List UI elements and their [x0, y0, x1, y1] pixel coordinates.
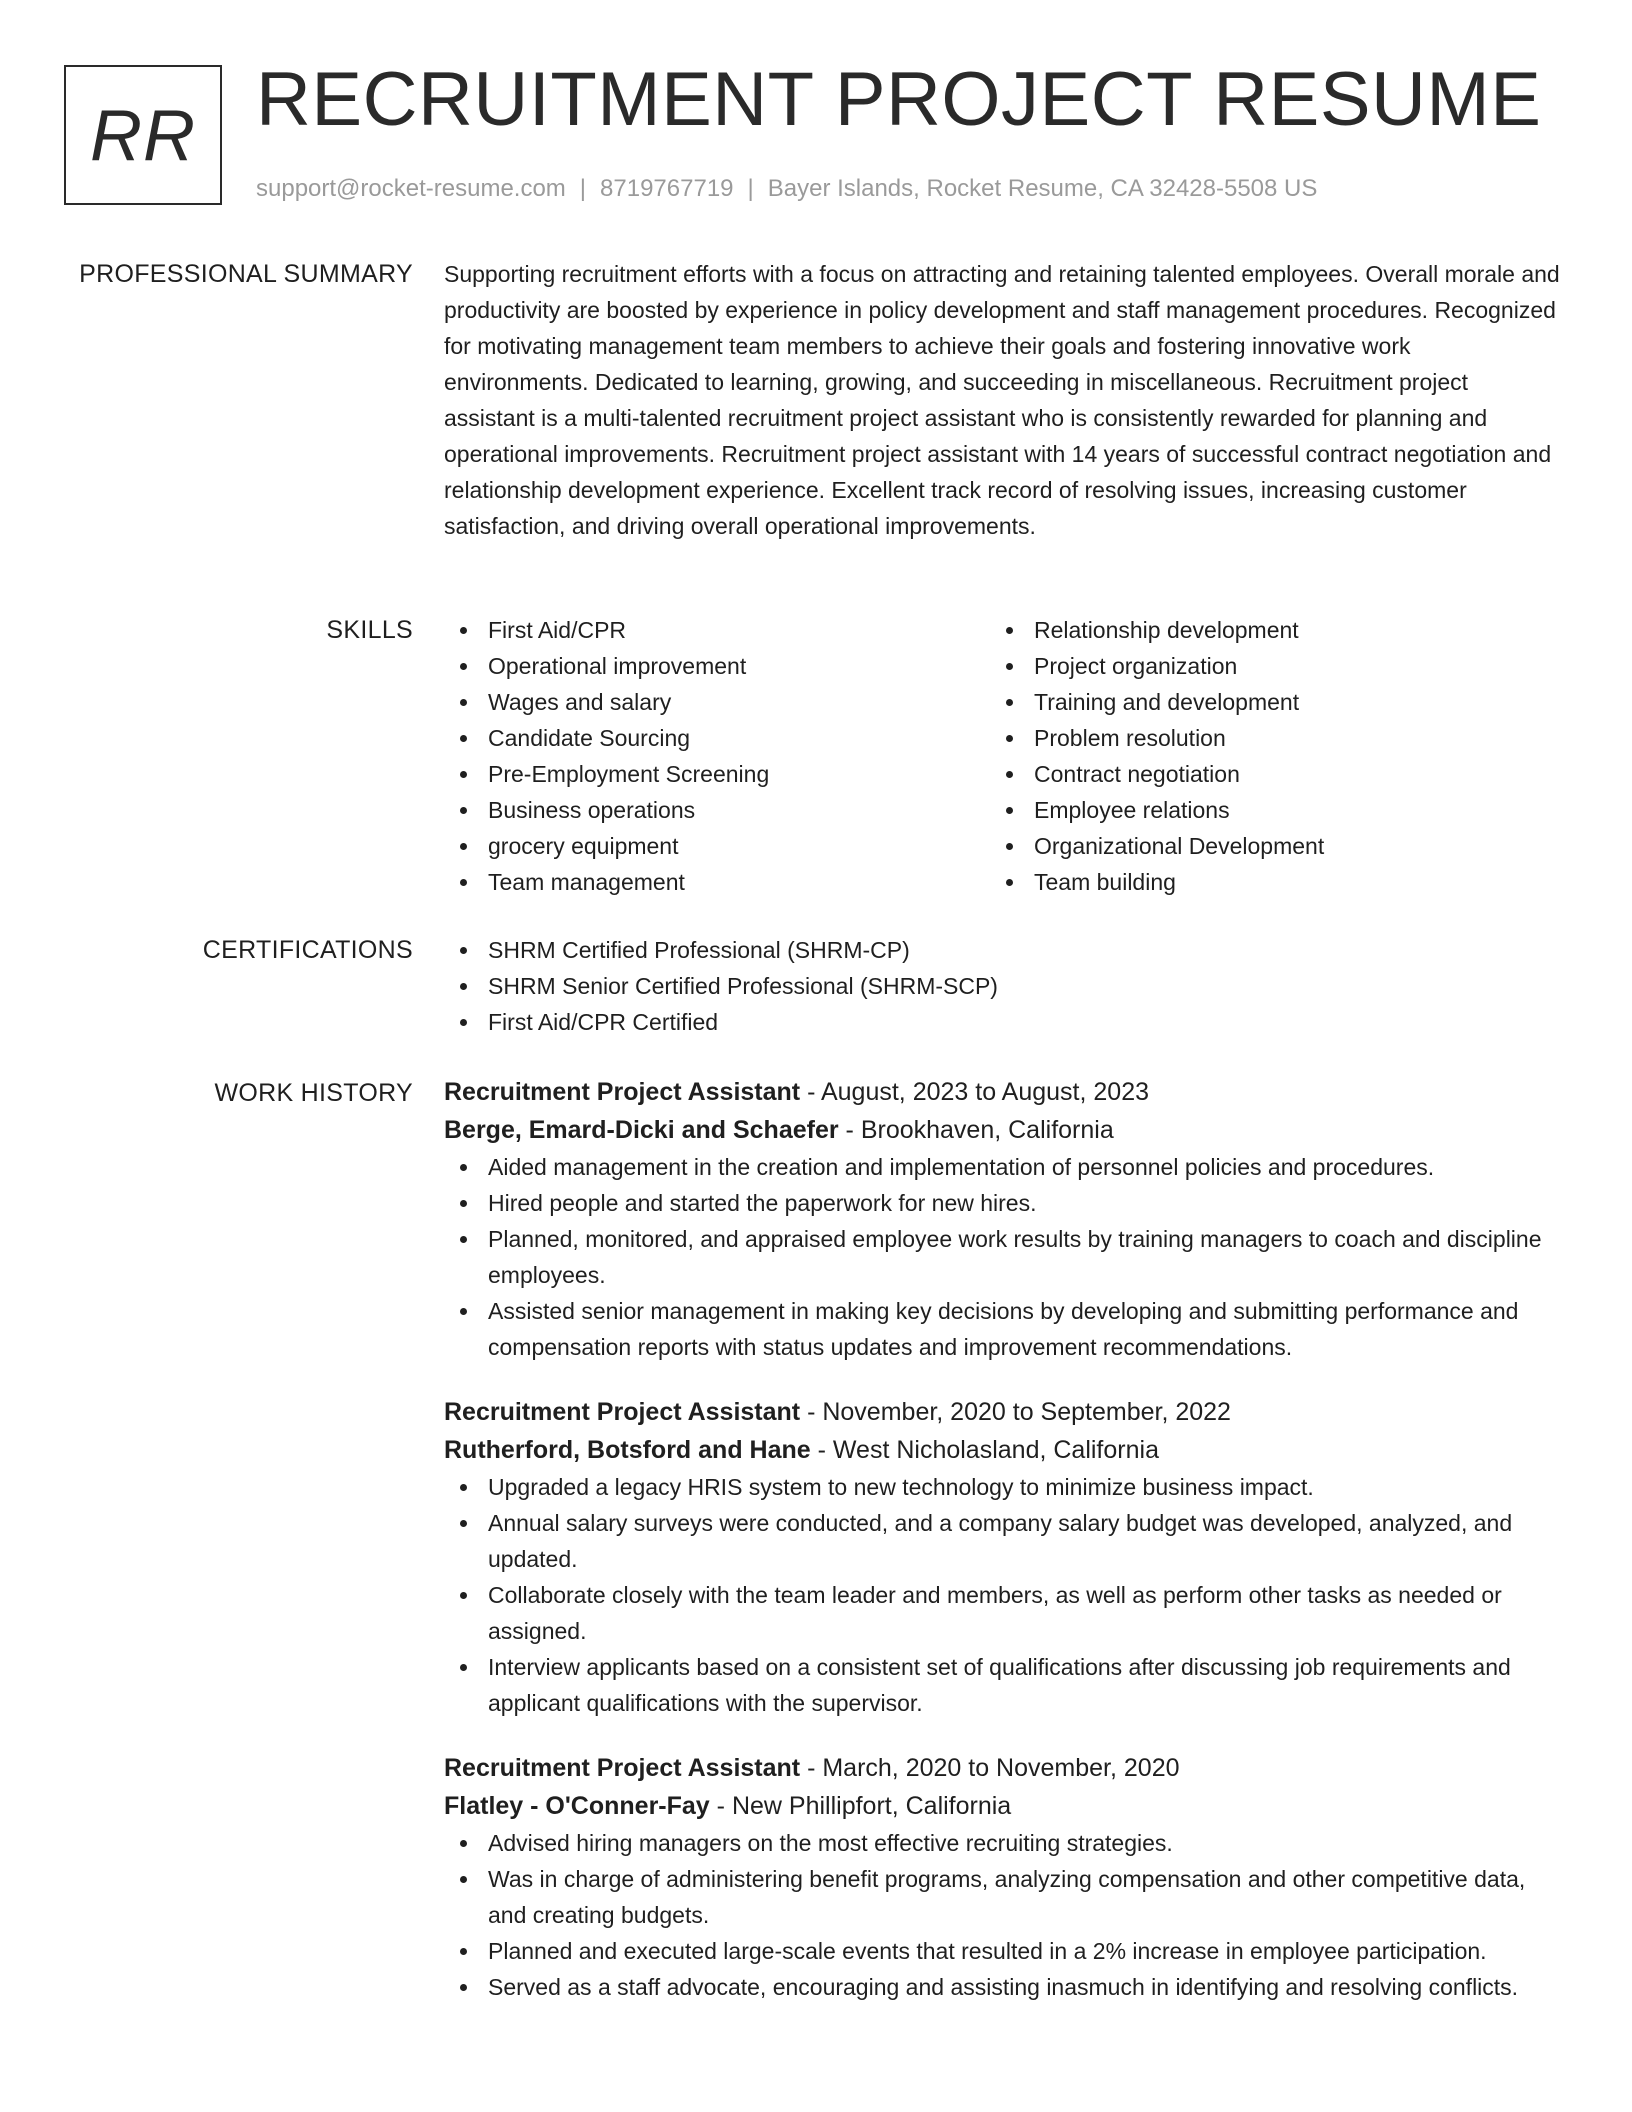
- list-item: Relationship development: [990, 612, 1536, 648]
- list-item: Candidate Sourcing: [444, 720, 990, 756]
- job-company-line: [444, 1787, 1560, 1825]
- job-title-line: [444, 1073, 1560, 1111]
- job-location: - Brookhaven, California: [845, 1116, 1114, 1144]
- list-item: SHRM Certified Professional (SHRM-CP): [444, 932, 1560, 968]
- list-item: Planned, monitored, and appraised employee work results by training managers to coach and discipline employees.: [444, 1221, 1560, 1293]
- list-item: First Aid/CPR: [444, 612, 990, 648]
- skills-list-right: [990, 612, 1536, 900]
- list-item: Operational improvement: [444, 648, 990, 684]
- summary-body: [444, 256, 1560, 544]
- list-item: Planned and executed large-scale events that resulted in a 2% increase in employee participation.: [444, 1933, 1560, 1969]
- job-company-line: [444, 1431, 1560, 1469]
- monogram-box: [64, 65, 222, 205]
- list-item: SHRM Senior Certified Professional (SHRM-SCP): [444, 968, 1560, 1004]
- contact-address: Bayer Islands, Rocket Resume, CA 32428-5508 US: [767, 175, 1318, 202]
- job-dates: - August, 2023 to August, 2023: [807, 1078, 1150, 1106]
- contact-separator: |: [747, 175, 754, 202]
- job-company: Rutherford, Botsford and Hane: [444, 1436, 811, 1464]
- job-entry: [444, 1393, 1560, 1721]
- list-item: Hired people and started the paperwork for new hires.: [444, 1185, 1560, 1221]
- job-bullet-list: [444, 1469, 1560, 1721]
- skills-body: [444, 612, 1560, 900]
- list-item: Annual salary surveys were conducted, and a company salary budget was developed, analyzed, and updated.: [444, 1505, 1560, 1577]
- resume-title: RECRUITMENT PROJECT RESUME: [256, 57, 1542, 142]
- list-item: Assisted senior management in making key decisions by developing and submitting performance and compensation reports with status updates and improvement recommendations.: [444, 1293, 1560, 1365]
- job-bullet-list: [444, 1149, 1560, 1365]
- job-company: Berge, Emard-Dicki and Schaefer: [444, 1116, 839, 1144]
- list-item: Problem resolution: [990, 720, 1536, 756]
- list-item: Wages and salary: [444, 684, 990, 720]
- job-dates: - March, 2020 to November, 2020: [807, 1754, 1180, 1782]
- list-item: First Aid/CPR Certified: [444, 1004, 1560, 1040]
- work-history-heading: WORK HISTORY: [214, 1079, 413, 1107]
- certifications-heading: CERTIFICATIONS: [202, 936, 413, 964]
- list-item: Was in charge of administering benefit programs, analyzing compensation and other competitive data, and creating budgets.: [444, 1861, 1560, 1933]
- list-item: grocery equipment: [444, 828, 990, 864]
- job-dates: - November, 2020 to September, 2022: [807, 1398, 1231, 1426]
- job-bullet-list: [444, 1825, 1560, 2005]
- list-item: Contract negotiation: [990, 756, 1536, 792]
- list-item: Served as a staff advocate, encouraging and assisting inasmuch in identifying and resolving conflicts.: [444, 1969, 1560, 2005]
- list-item: Team management: [444, 864, 990, 900]
- job-location: - West Nicholasland, California: [817, 1436, 1159, 1464]
- job-title-line: [444, 1393, 1560, 1431]
- monogram-initials: RR: [90, 96, 196, 176]
- list-item: Team building: [990, 864, 1536, 900]
- contact-separator: |: [579, 175, 587, 202]
- job-company: Flatley - O'Conner-Fay: [444, 1792, 710, 1820]
- skills-list-left: [444, 612, 990, 900]
- contact-phone: 8719767719: [600, 175, 734, 202]
- contact-line: [256, 175, 1317, 204]
- list-item: Pre-Employment Screening: [444, 756, 990, 792]
- job-company-line: [444, 1111, 1560, 1149]
- list-item: Aided management in the creation and implementation of personnel policies and procedures.: [444, 1149, 1560, 1185]
- job-title: Recruitment Project Assistant: [444, 1398, 801, 1426]
- list-item: Project organization: [990, 648, 1536, 684]
- certifications-list: [444, 932, 1560, 1040]
- list-item: Upgraded a legacy HRIS system to new technology to minimize business impact.: [444, 1469, 1560, 1505]
- job-title-line: [444, 1749, 1560, 1787]
- job-entry: [444, 1749, 1560, 2005]
- list-item: Interview applicants based on a consistent set of qualifications after discussing job requirements and applicant qualifications with the supervisor.: [444, 1649, 1560, 1721]
- job-location: - New Phillipfort, California: [716, 1792, 1012, 1820]
- list-item: Business operations: [444, 792, 990, 828]
- list-item: Organizational Development: [990, 828, 1536, 864]
- list-item: Training and development: [990, 684, 1536, 720]
- summary-heading: PROFESSIONAL SUMMARY: [79, 260, 413, 288]
- job-title: Recruitment Project Assistant: [444, 1754, 801, 1782]
- summary-text: Supporting recruitment efforts with a focus on attracting and retaining talented employees. Overall morale and productivity are boosted by experience in policy development and staff management procedures. Recognized for motivating management team members to achieve their goals and fostering innovative work environments. Dedicated to learning, growing, and succeeding in miscellaneous. Recruitment project assistant is a multi-talented recruitment project assistant who is consistently rewarded for planning and operational improvements. Recruitment project assistant with 14 years of successful contract negotiation and relationship development experience. Excellent track record of resolving issues, increasing customer satisfaction, and driving overall operational improvements.: [444, 261, 1560, 539]
- job-title: Recruitment Project Assistant: [444, 1078, 801, 1106]
- job-entry: [444, 1073, 1560, 1365]
- work-history-body: [444, 1073, 1560, 2033]
- certifications-body: [444, 932, 1560, 1040]
- contact-email: support@rocket-resume.com: [256, 175, 566, 202]
- list-item: Advised hiring managers on the most effective recruiting strategies.: [444, 1825, 1560, 1861]
- list-item: Collaborate closely with the team leader and members, as well as perform other tasks as needed or assigned.: [444, 1577, 1560, 1649]
- skills-heading: SKILLS: [326, 616, 413, 644]
- list-item: Employee relations: [990, 792, 1536, 828]
